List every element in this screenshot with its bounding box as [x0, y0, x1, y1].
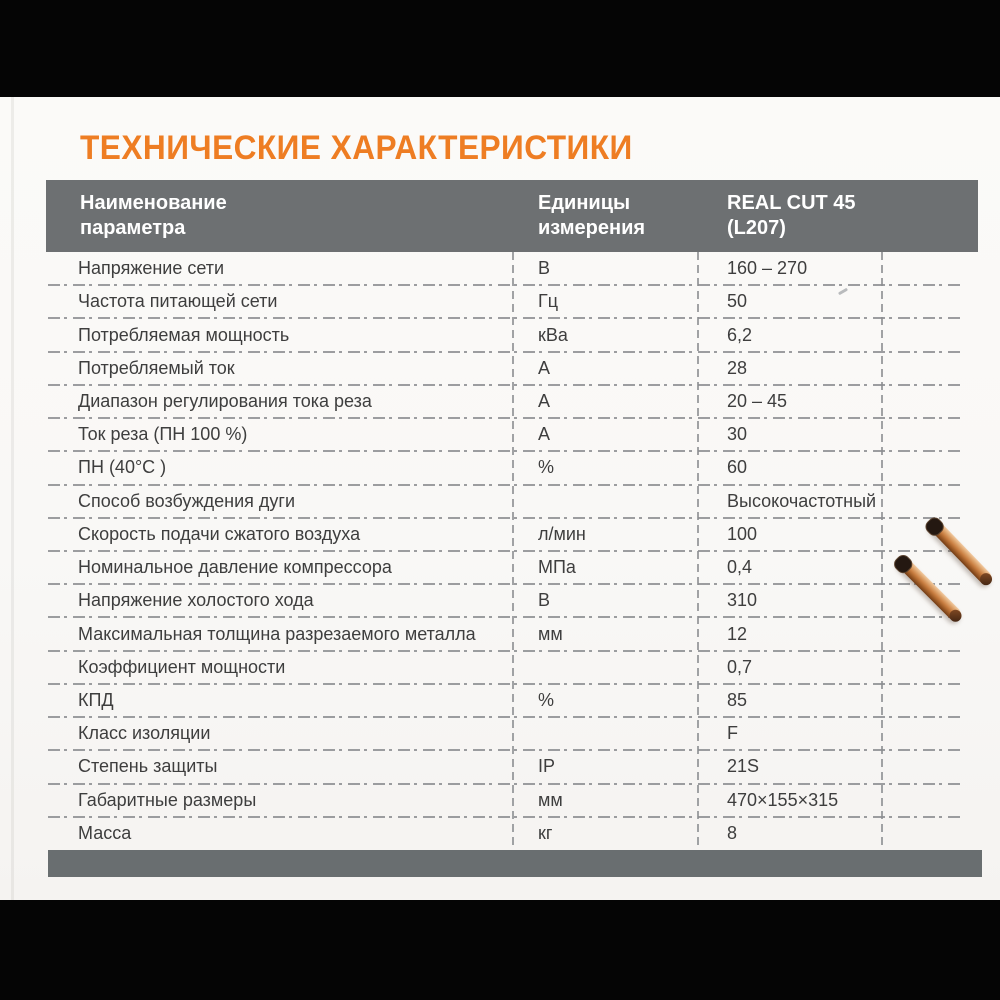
table-footer-bar [48, 850, 982, 877]
param-cell: Коэффициент мощности [78, 656, 286, 677]
page-edge-shadow [11, 97, 14, 900]
unit-cell: IP [538, 756, 556, 777]
unit-cell: мм [538, 789, 563, 810]
value-cell: 20 – 45 [727, 390, 788, 411]
table-row [46, 252, 978, 285]
value-cell: 30 [727, 424, 748, 445]
column-header-parameter [80, 191, 227, 241]
param-cell: Класс изоляции [78, 723, 211, 744]
table-row [46, 318, 978, 351]
param-cell: Степень защиты [78, 756, 218, 777]
column-header-units-line2: измерения [538, 217, 646, 239]
value-cell: 470×155×315 [727, 789, 839, 810]
black-band-bottom [0, 900, 1000, 1000]
param-cell: Частота питающей сети [78, 291, 278, 312]
table-row [46, 352, 978, 385]
table-row [46, 750, 978, 783]
param-cell: Скорость подачи сжатого воздуха [78, 523, 361, 544]
column-header-model-line2: (L207) [727, 217, 786, 239]
value-cell: 50 [727, 291, 748, 312]
value-cell: 60 [727, 457, 748, 478]
unit-cell: В [538, 590, 551, 611]
value-cell: 160 – 270 [727, 258, 808, 279]
value-cell: 310 [727, 590, 758, 611]
table-row [46, 451, 978, 484]
param-cell: Максимальная толщина разрезаемого металла [78, 623, 476, 644]
table-row [46, 717, 978, 750]
table-row [46, 385, 978, 418]
column-header-parameter-line2: параметра [80, 217, 186, 239]
value-cell: Высокочастотный [727, 490, 877, 511]
page-title: ТЕХНИЧЕСКИЕ ХАРАКТЕРИСТИКИ [80, 129, 633, 167]
column-header-units [538, 191, 645, 241]
spec-table-body [46, 252, 978, 850]
column-header-parameter-line1: Наименование [80, 192, 227, 214]
value-cell: 6,2 [727, 324, 753, 345]
param-cell: Потребляемая мощность [78, 324, 290, 345]
unit-cell: кг [538, 822, 553, 843]
unit-cell: л/мин [538, 523, 586, 544]
param-cell: Потребляемый ток [78, 357, 235, 378]
unit-cell: А [538, 357, 551, 378]
param-cell: Масса [78, 822, 132, 843]
unit-cell: % [538, 689, 555, 710]
unit-cell: кВа [538, 324, 568, 345]
unit-cell: А [538, 390, 551, 411]
table-row [46, 551, 978, 584]
param-cell: Номинальное давление компрессора [78, 557, 392, 578]
table-row [46, 817, 978, 850]
unit-cell: А [538, 424, 551, 445]
table-header-bar [46, 180, 978, 252]
value-cell: 85 [727, 689, 748, 710]
table-row [46, 285, 978, 318]
param-cell: Напряжение сети [78, 258, 225, 279]
column-header-model [727, 191, 856, 241]
column-header-model-line1: REAL CUT 45 [727, 192, 856, 214]
param-cell: Габаритные размеры [78, 789, 257, 810]
column-header-units-line1: Единицы [538, 192, 631, 214]
table-row [46, 651, 978, 684]
value-cell: 100 [727, 523, 758, 544]
value-cell: 0,7 [727, 656, 753, 677]
value-cell: 28 [727, 357, 748, 378]
table-row [46, 418, 978, 451]
param-cell: ПН (40°C ) [78, 457, 167, 478]
table-row [46, 584, 978, 617]
unit-cell: В [538, 258, 551, 279]
value-cell: F [727, 723, 738, 744]
param-cell: Диапазон регулирования тока реза [78, 390, 372, 411]
value-cell: 8 [727, 822, 738, 843]
param-cell: Напряжение холостого хода [78, 590, 314, 611]
value-cell: 12 [727, 623, 748, 644]
value-cell: 0,4 [727, 557, 753, 578]
unit-cell: % [538, 457, 555, 478]
table-row [46, 684, 978, 717]
table-row [46, 518, 978, 551]
table-row [46, 485, 978, 518]
unit-cell: МПа [538, 557, 576, 578]
spec-sheet-page [0, 97, 1000, 900]
param-cell: Ток реза (ПН 100 %) [78, 424, 248, 445]
table-row [46, 617, 978, 650]
param-cell: Способ возбуждения дуги [78, 490, 296, 511]
param-cell: КПД [78, 689, 114, 710]
value-cell: 21S [727, 756, 760, 777]
black-band-top [0, 0, 1000, 97]
table-row [46, 784, 978, 817]
unit-cell: мм [538, 623, 563, 644]
unit-cell: Гц [538, 291, 559, 312]
